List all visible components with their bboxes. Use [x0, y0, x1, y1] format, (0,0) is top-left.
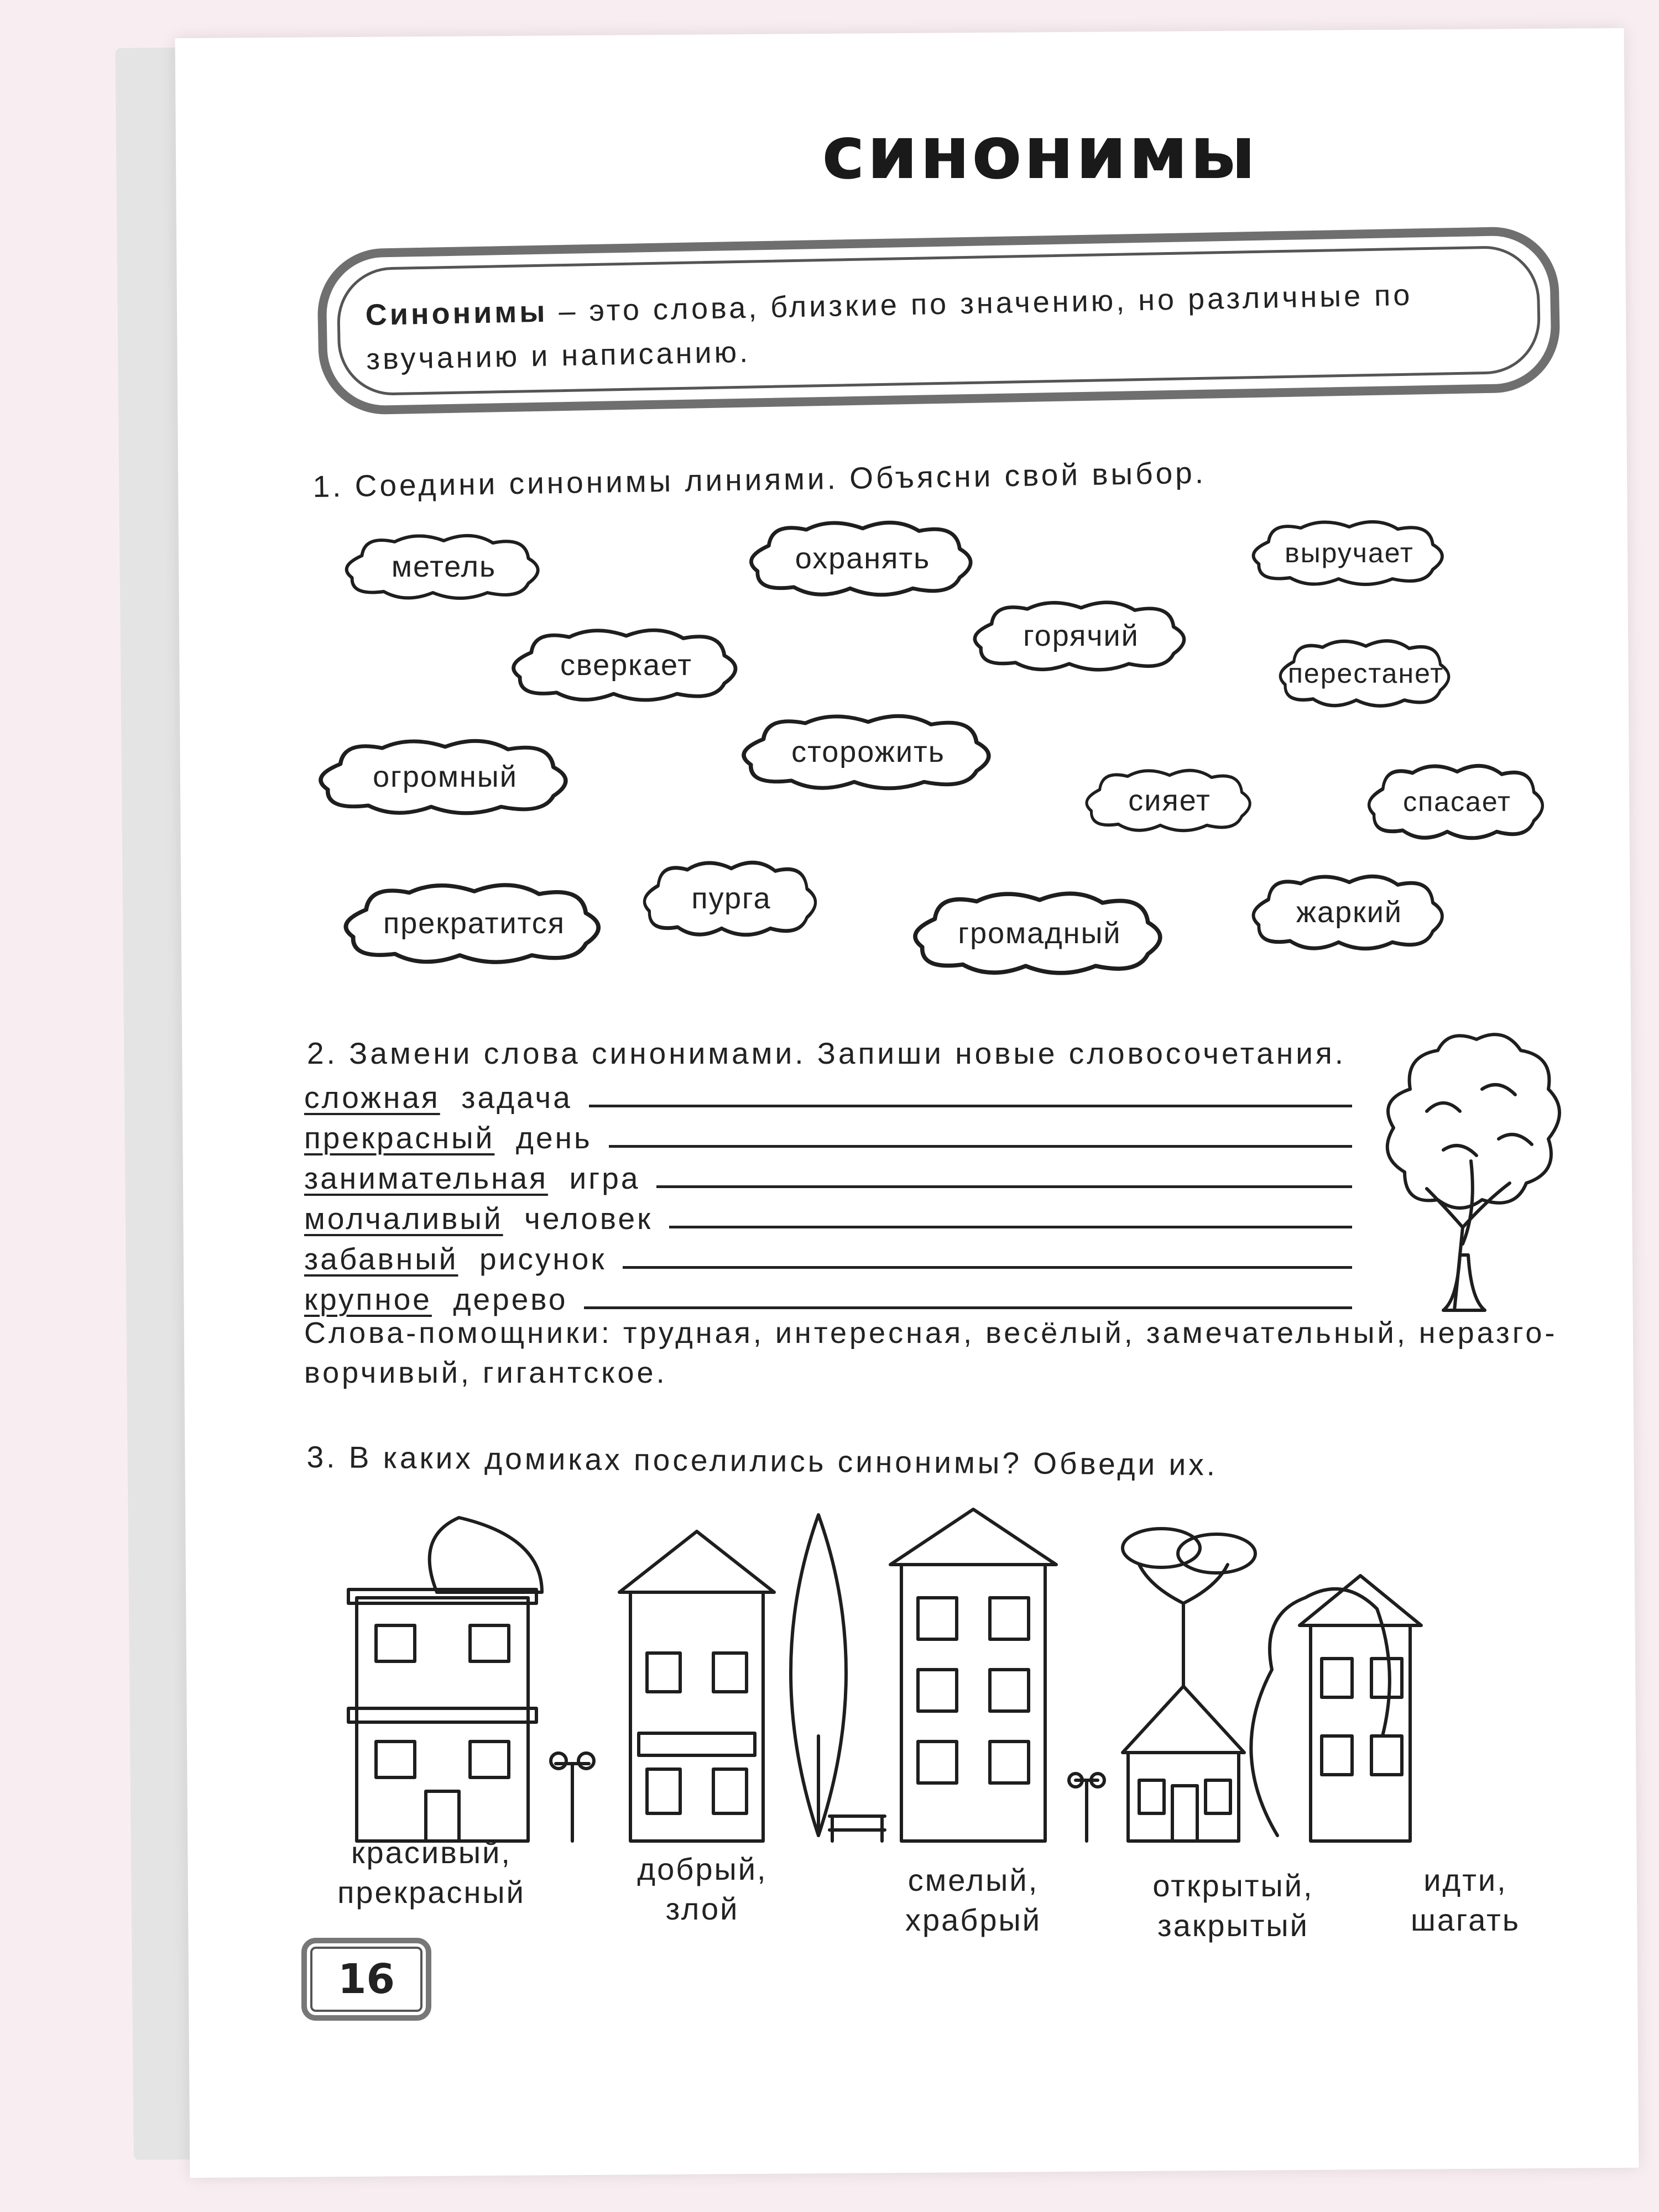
row-noun: задача	[461, 1080, 572, 1115]
caption-line: прекрасный	[337, 1875, 525, 1910]
caption-line: смелый,	[907, 1863, 1039, 1897]
row-noun: дерево	[453, 1282, 568, 1316]
answer-row	[304, 1116, 1352, 1155]
answer-row	[304, 1277, 1352, 1317]
caption-line: открытый,	[1152, 1868, 1314, 1903]
word-cloud[interactable]	[1081, 766, 1258, 835]
word-label: пурга	[691, 882, 771, 915]
house-icon	[1123, 1529, 1255, 1841]
tree-icon	[1360, 1023, 1571, 1316]
word-label: спасает	[1403, 786, 1511, 817]
answer-row	[304, 1237, 1352, 1277]
word-cloud[interactable]	[337, 879, 611, 968]
answer-line[interactable]	[623, 1266, 1352, 1269]
row-adjective: прекрасный	[304, 1121, 495, 1155]
word-cloud[interactable]	[1247, 517, 1452, 589]
word-label: прекратится	[383, 907, 566, 940]
row-adjective: забавный	[304, 1242, 458, 1276]
word-label: огромный	[373, 760, 518, 793]
bench-icon	[830, 1816, 885, 1841]
word-cloud[interactable]	[907, 887, 1172, 979]
houses-illustration	[332, 1504, 1548, 1858]
word-cloud[interactable]	[312, 735, 578, 818]
lamp-icon	[1069, 1774, 1104, 1841]
word-label: перестанет	[1287, 657, 1444, 689]
row-adjective: сложная	[304, 1080, 440, 1115]
house-caption	[868, 1860, 1078, 1940]
word-cloud[interactable]	[506, 625, 747, 705]
word-label: метель	[391, 550, 497, 583]
house-icon	[890, 1509, 1056, 1841]
house-icon	[619, 1531, 774, 1841]
word-cloud[interactable]	[968, 597, 1194, 674]
row-noun: день	[515, 1121, 592, 1155]
word-cloud[interactable]	[735, 710, 1001, 793]
row-noun: рисунок	[479, 1242, 607, 1276]
house-icon	[1300, 1576, 1421, 1841]
caption-line: закрытый	[1157, 1908, 1309, 1943]
answer-line[interactable]	[609, 1145, 1352, 1148]
helper-words: Слова-помощники: трудная, интересная, весёлый, замечательный, неразго-ворчивый, гигантское.	[304, 1316, 1558, 1389]
caption-line: шагать	[1410, 1902, 1520, 1937]
caption-line: храбрый	[905, 1902, 1042, 1937]
word-label: громадный	[958, 916, 1121, 950]
task3-instruction: 3. В каких домиках поселились синонимы? Обведи их.	[306, 1439, 1218, 1482]
word-cloud[interactable]	[1363, 760, 1551, 843]
definition-term: Синонимы	[365, 295, 548, 332]
row-adjective: крупное	[304, 1282, 432, 1316]
word-label: сверкает	[560, 648, 692, 682]
word-cloud[interactable]	[744, 517, 982, 600]
page-title: синонимы	[822, 111, 1258, 196]
lamp-icon	[551, 1753, 594, 1841]
answer-line[interactable]	[589, 1105, 1352, 1107]
answer-row	[304, 1075, 1352, 1115]
word-label: выручает	[1285, 537, 1414, 568]
answer-line[interactable]	[584, 1306, 1352, 1309]
word-label: сторожить	[791, 735, 945, 768]
word-cloud[interactable]	[1247, 871, 1452, 954]
answer-line[interactable]	[656, 1185, 1352, 1188]
caption-line: красивый,	[351, 1835, 512, 1870]
house-caption	[1383, 1860, 1548, 1940]
caption-line: злой	[665, 1891, 739, 1926]
caption-line: добрый,	[637, 1852, 768, 1886]
tree-icon	[791, 1515, 846, 1836]
row-adjective: молчаливый	[304, 1201, 503, 1236]
page-number: 16	[301, 1938, 431, 2021]
caption-line: идти,	[1423, 1863, 1507, 1897]
answer-line[interactable]	[669, 1226, 1352, 1228]
house-caption	[1128, 1866, 1338, 1946]
row-noun: игра	[569, 1161, 640, 1195]
row-noun: человек	[524, 1201, 653, 1236]
house-icon	[348, 1518, 542, 1841]
word-cloud[interactable]	[1275, 636, 1457, 710]
row-adjective: занимательная	[304, 1161, 548, 1195]
word-label: горячий	[1023, 619, 1139, 652]
task2-instruction: 2. Замени слова синонимами. Запиши новые словосочетания.	[307, 1036, 1347, 1070]
house-caption	[321, 1833, 542, 1912]
word-label: охранять	[795, 542, 931, 575]
answer-row	[304, 1196, 1352, 1236]
definition-text: – это слова, близкие по значению, но различные по звучанию и написанию.	[366, 278, 1413, 376]
task1-instruction: 1. Соедини синонимы линиями. Объясни свой выбор.	[312, 455, 1207, 504]
word-cloud[interactable]	[639, 857, 824, 940]
house-caption	[597, 1849, 807, 1929]
answer-row	[304, 1156, 1352, 1196]
word-label: сияет	[1128, 783, 1211, 817]
word-label: жаркий	[1296, 896, 1403, 929]
word-cloud[interactable]	[340, 531, 547, 603]
